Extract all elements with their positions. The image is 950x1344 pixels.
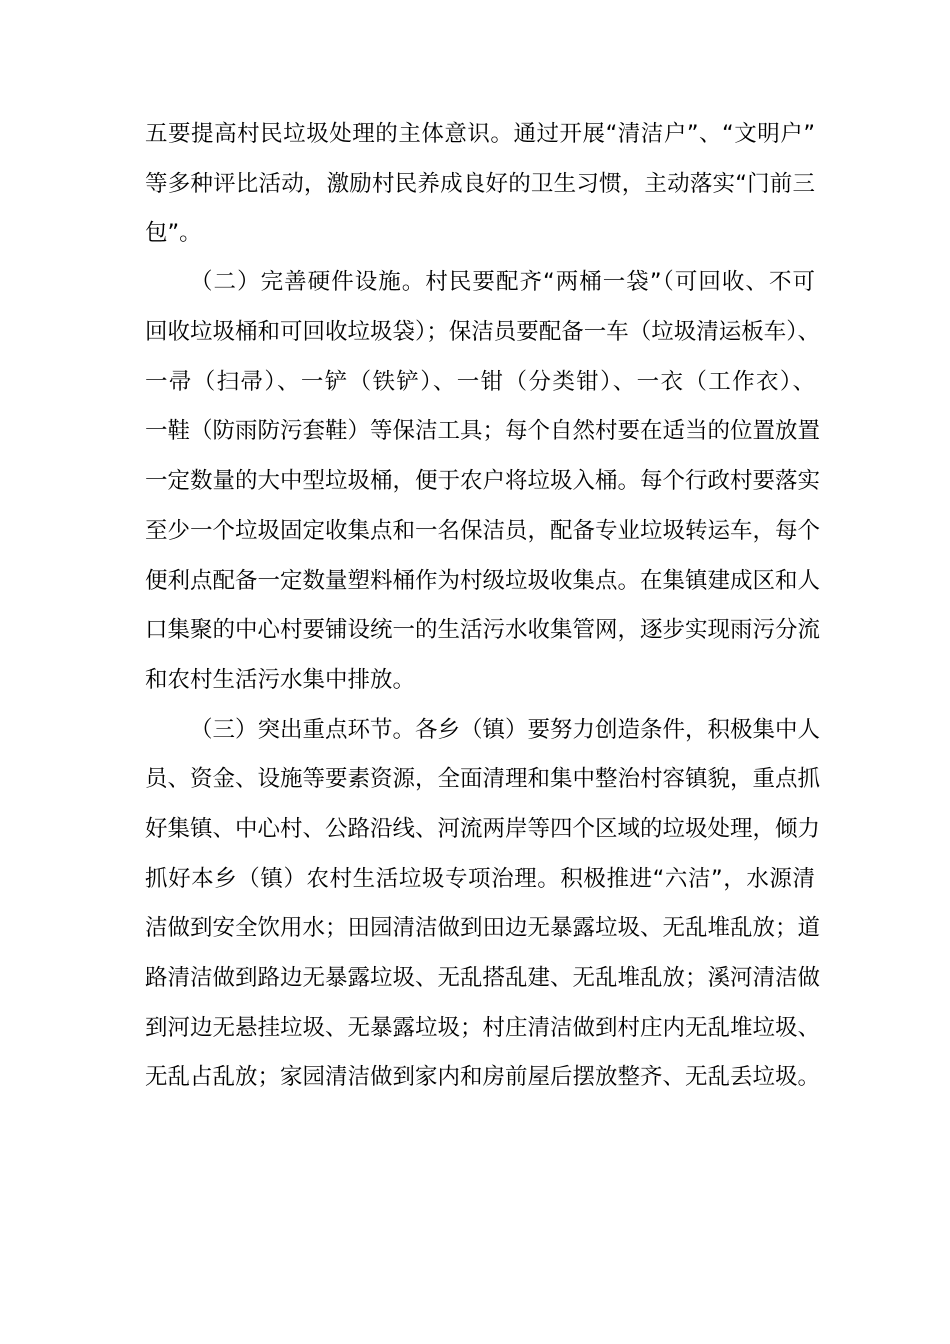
text-line: 便利点配备一定数量塑料桶作为村级垃圾收集点。在集镇建成区和人 — [145, 568, 821, 594]
text-line: 五要提高村民垃圾处理的主体意识。通过开展“清洁户”、“文明户” — [145, 121, 815, 147]
text-line: 一定数量的大中型垃圾桶，便于农户将垃圾入桶。每个行政村要落实 — [145, 468, 821, 494]
section-heading-line: （二）完善硬件设施。村民要配齐“两桶一袋”（可回收、不可 — [190, 269, 815, 295]
text-line: 回收垃圾桶和可回收垃圾袋）；保洁员要配备一车（垃圾清运板车）、 — [145, 319, 821, 345]
text-line: 洁做到安全饮用水；田园清洁做到田边无暴露垃圾、无乱堆乱放；道 — [145, 915, 821, 941]
text-line: 好集镇、中心村、公路沿线、河流两岸等四个区域的垃圾处理，倾力 — [145, 816, 821, 842]
text-line: 一鞋（防雨防污套鞋）等保洁工具；每个自然村要在适当的位置放置 — [145, 418, 821, 444]
text-line: 包”。 — [145, 220, 202, 246]
text-line: 一帚（扫帚）、一铲（铁铲）、一钳（分类钳）、一衣（工作衣）、 — [145, 369, 815, 395]
text-line: 抓好本乡（镇）农村生活垃圾专项治理。积极推进“六洁”，水源清 — [145, 866, 815, 892]
text-line: 到河边无悬挂垃圾、无暴露垃圾；村庄清洁做到村庄内无乱堆垃圾、 — [145, 1015, 821, 1041]
text-line: 路清洁做到路边无暴露垃圾、无乱搭乱建、无乱堆乱放；溪河清洁做 — [145, 965, 821, 991]
section-heading-line: （三）突出重点环节。各乡（镇）要努力创造条件，积极集中人 — [190, 717, 821, 743]
text-line: 和农村生活污水集中排放。 — [145, 667, 416, 693]
text-line: 无乱占乱放；家园清洁做到家内和房前屋后摆放整齐、无乱丢垃圾。 — [145, 1064, 821, 1090]
text-line: 等多种评比活动，激励村民养成良好的卫生习惯，主动落实“门前三 — [145, 171, 815, 197]
text-line: 员、资金、设施等要素资源，全面清理和集中整治村容镇貌，重点抓 — [145, 766, 821, 792]
text-line: 口集聚的中心村要铺设统一的生活污水收集管网，逐步实现雨污分流 — [145, 617, 821, 643]
text-line: 至少一个垃圾固定收集点和一名保洁员，配备专业垃圾转运车，每个 — [145, 518, 821, 544]
